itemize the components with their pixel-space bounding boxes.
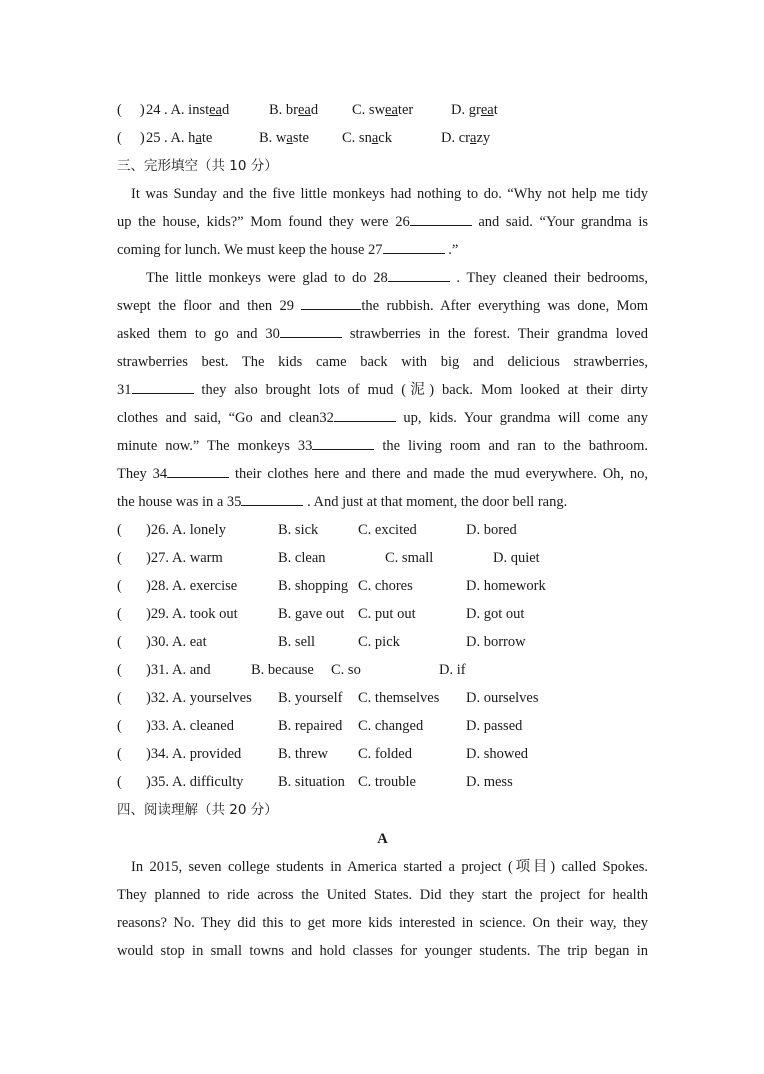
answer-paren[interactable]: ( — [117, 550, 122, 566]
blank-27[interactable] — [383, 238, 445, 254]
cloze-question — [117, 572, 648, 600]
answer-paren[interactable]: ( — [117, 774, 122, 790]
blank-29[interactable] — [301, 294, 361, 310]
cloze-question — [117, 740, 648, 768]
question-number: )35. — [146, 774, 169, 790]
option-b: B. gave out — [278, 606, 345, 622]
option-a: A. yourselves — [172, 690, 252, 706]
option-a: A. difficulty — [172, 774, 244, 790]
option-c: C. sweater — [352, 102, 414, 118]
cloze-question — [117, 628, 648, 656]
option-a: . A. instead — [164, 102, 230, 118]
option-c: C. snack — [342, 130, 392, 146]
cloze-question — [117, 544, 648, 572]
option-d: D. great — [451, 102, 498, 118]
cloze-line: the house was in a 35 . And just at that moment, the door bell rang. — [117, 488, 648, 516]
answer-paren[interactable]: ( — [117, 662, 122, 678]
blank-34[interactable] — [167, 462, 229, 478]
option-a: A. took out — [172, 606, 238, 622]
answer-paren[interactable]: ( — [117, 718, 122, 734]
question-number: 25 — [146, 130, 161, 146]
passage-label: A — [377, 831, 388, 847]
option-c: C. trouble — [358, 774, 416, 790]
answer-paren: ( ) — [117, 130, 145, 146]
option-d: D. borrow — [466, 634, 526, 650]
question-number: )26. — [146, 522, 169, 538]
cloze-question — [117, 684, 648, 712]
question-number: )32. — [146, 690, 169, 706]
cloze-line: clothes and said, “Go and clean32 up, kids. Your grandma will come any — [117, 404, 648, 432]
option-b: B. repaired — [278, 718, 343, 734]
option-a: A. exercise — [172, 578, 238, 594]
option-a: A. eat — [172, 634, 207, 650]
reading-line: reasons? No. They did this to get more kids interested in science. On their way, they — [117, 915, 648, 931]
answer-paren[interactable]: ( — [117, 746, 122, 762]
cloze-line: strawberries best. The kids came back with big and delicious strawberries, — [117, 354, 648, 370]
section-title-reading: 四、阅读理解（共 20 分） — [117, 802, 278, 818]
section-title-cloze: 三、完形填空（共 10 分） — [117, 158, 278, 174]
reading-line: would stop in small towns and hold classes for younger students. The trip began in — [117, 943, 648, 959]
cloze-question — [117, 656, 648, 684]
cloze-question — [117, 600, 648, 628]
cloze-line: swept the floor and then 29 the rubbish. After everything was done, Mom — [117, 292, 648, 320]
option-a: A. and — [172, 662, 211, 678]
question-number: )27. — [146, 550, 169, 566]
option-c: C. themselves — [358, 690, 440, 706]
question-number: )29. — [146, 606, 169, 622]
option-c: C. folded — [358, 746, 412, 762]
answer-paren[interactable]: ( — [117, 634, 122, 650]
blank-30[interactable] — [280, 322, 342, 338]
option-d: D. quiet — [493, 550, 540, 566]
answer-paren[interactable]: ( — [117, 578, 122, 594]
option-d: D. ourselves — [466, 690, 539, 706]
option-d: D. crazy — [441, 130, 491, 146]
cloze-question — [117, 768, 648, 796]
option-c: C. chores — [358, 578, 413, 594]
answer-paren[interactable]: ( — [117, 606, 122, 622]
answer-paren[interactable]: ( — [117, 522, 122, 538]
option-b: B. bread — [269, 102, 319, 118]
option-a: A. provided — [172, 746, 242, 762]
option-a: . A. hate — [164, 130, 213, 146]
option-a: A. warm — [172, 550, 223, 566]
question-24 — [117, 96, 648, 124]
option-b: B. threw — [278, 746, 328, 762]
cloze-question — [117, 516, 648, 544]
option-b: B. waste — [259, 130, 309, 146]
answer-paren: ( ) — [117, 102, 145, 118]
option-c: C. excited — [358, 522, 417, 538]
option-d: D. bored — [466, 522, 517, 538]
option-b: B. sick — [278, 522, 319, 538]
reading-line: They planned to ride across the United States. Did they start the project for health — [117, 887, 648, 903]
option-d: D. showed — [466, 746, 529, 762]
option-c: C. put out — [358, 606, 416, 622]
option-c: C. pick — [358, 634, 400, 650]
question-number: 24 — [146, 102, 161, 118]
cloze-line: asked them to go and 30 strawberries in the forest. Their grandma loved — [117, 320, 648, 348]
option-d: D. got out — [466, 606, 525, 622]
blank-35[interactable] — [241, 490, 303, 506]
reading-line: In 2015, seven college students in America started a project (项目) called Spokes. — [131, 859, 648, 875]
option-d: D. mess — [466, 774, 513, 790]
cloze-line: 31 they also brought lots of mud (泥) back. Mom looked at their dirty — [117, 376, 648, 404]
option-b: B. sell — [278, 634, 316, 650]
option-a: A. cleaned — [172, 718, 234, 734]
cloze-line: coming for lunch. We must keep the house 27 .” — [117, 236, 648, 264]
question-number: )30. — [146, 634, 169, 650]
blank-33[interactable] — [312, 434, 374, 450]
blank-26[interactable] — [410, 210, 472, 226]
question-number: )33. — [146, 718, 169, 734]
blank-31[interactable] — [132, 378, 194, 394]
blank-32[interactable] — [334, 406, 396, 422]
question-number: )28. — [146, 578, 169, 594]
option-c: C. changed — [358, 718, 424, 734]
cloze-line: It was Sunday and the five little monkeys had nothing to do. “Why not help me tidy — [131, 186, 648, 202]
option-a: A. lonely — [172, 522, 226, 538]
option-c: C. small — [385, 550, 434, 566]
blank-28[interactable] — [388, 266, 450, 282]
option-d: D. homework — [466, 578, 546, 594]
question-number: )31. — [146, 662, 169, 678]
question-number: )34. — [146, 746, 169, 762]
option-b: B. yourself — [278, 690, 343, 706]
cloze-question — [117, 712, 648, 740]
question-25 — [117, 124, 648, 152]
option-c: C. so — [331, 662, 361, 678]
cloze-line: They 34 their clothes here and there and made the mud everywhere. Oh, no, — [117, 460, 648, 488]
option-d: D. if — [439, 662, 466, 678]
option-b: B. clean — [278, 550, 326, 566]
option-b: B. situation — [278, 774, 345, 790]
option-b: B. because — [251, 662, 314, 678]
cloze-line: minute now.” The monkeys 33 the living room and ran to the bathroom. — [117, 432, 648, 460]
option-d: D. passed — [466, 718, 523, 734]
answer-paren[interactable]: ( — [117, 690, 122, 706]
cloze-line: up the house, kids?” Mom found they were 26 and said. “Your grandma is — [117, 208, 648, 236]
option-b: B. shopping — [278, 578, 349, 594]
cloze-line: The little monkeys were glad to do 28 . They cleaned their bedrooms, — [146, 264, 648, 292]
